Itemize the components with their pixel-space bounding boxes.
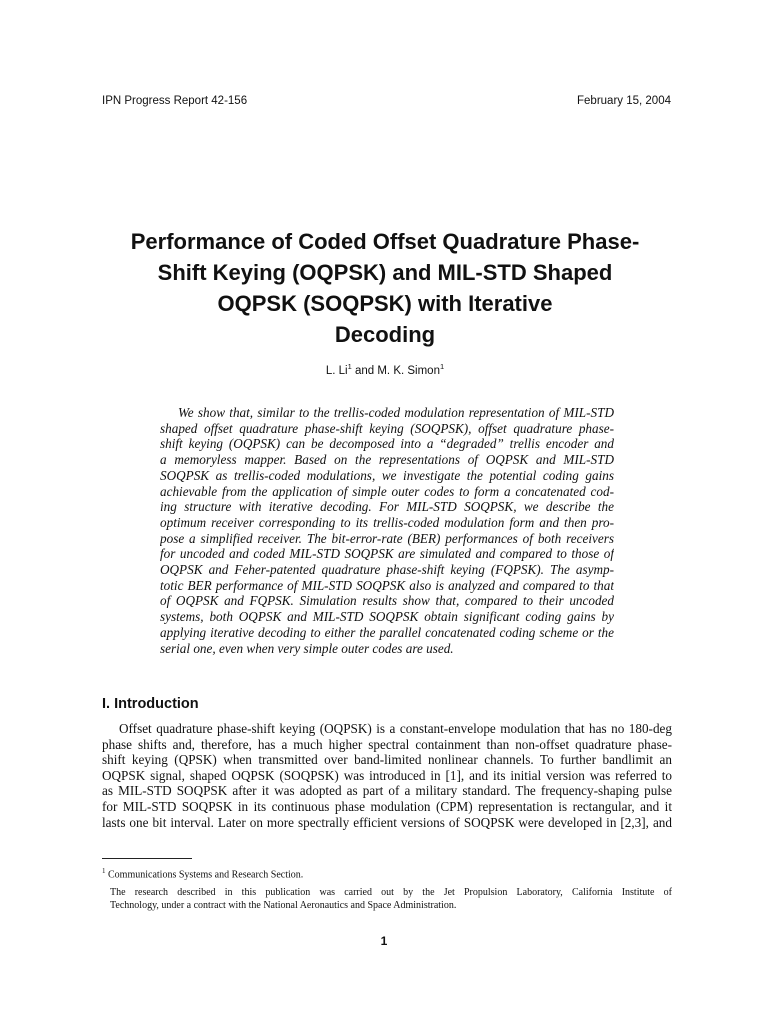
- abstract-line: SOQPSK as trellis-coded modulations, we investigate the potential coding gains: [160, 467, 614, 483]
- paper-title: [100, 226, 670, 350]
- body-line: lasts one bit interval. Later on more spectrally efficient versions of SOQPSK were developed in [2,3], and: [102, 814, 672, 830]
- abstract-line: for uncoded and coded MIL-STD SOQPSK are simulated and compared to those of: [160, 546, 614, 562]
- title-line: Shift Keying (OQPSK) and MIL-STD Shaped: [157, 260, 613, 285]
- footnote-marker: 1: [347, 362, 352, 371]
- abstract-line: shift keying (OQPSK) can be decomposed into a “degraded” trellis encoder and: [160, 436, 614, 452]
- abstract-line: applying iterative decoding to either the parallel concatenated coding scheme or the: [160, 624, 614, 640]
- body-line: Offset quadrature phase-shift keying (OQPSK) is a constant-envelope modulation that has no 180-deg: [119, 721, 672, 736]
- author-name: L. Li: [325, 364, 348, 377]
- body-line: phase shifts and, therefore, has a much higher spectral containment than non-offset quadrature phase-: [102, 736, 672, 752]
- body-line: shift keying (QPSK) when transmitted over band-limited nonlinear channels. To further bandlimit an: [102, 752, 672, 768]
- abstract-line: OQPSK and Feher-patented quadrature phase-shift keying (FQPSK). The asymp-: [160, 562, 614, 578]
- abstract-line: systems, both OQPSK and MIL-STD SOQPSK obtain significant coding gains by: [160, 609, 614, 625]
- footnote-affiliation: [102, 867, 303, 880]
- footnote-line: Technology, under a contract with the National Aeronautics and Space Administration.: [110, 900, 457, 911]
- abstract-line: We show that, similar to the trellis-coded modulation representation of MIL-STD: [178, 405, 614, 420]
- body-line: for MIL-STD SOQPSK in its continuous phase modulation (CPM) representation is rectangular, and it: [102, 798, 672, 814]
- author-conjunction: and: [351, 364, 378, 377]
- abstract-line: serial one, even when very simple outer codes are used.: [160, 640, 454, 656]
- body-paragraph: [102, 721, 672, 830]
- author-name: M. K. Simon: [377, 364, 440, 377]
- author-list: [100, 362, 670, 377]
- body-line: as MIL-STD SOQPSK after it was adopted as part of a military standard. The frequency-shaping pulse: [102, 783, 672, 799]
- footnote-text: Communications Systems and Research Section.: [105, 869, 304, 881]
- footnote-divider: [102, 858, 192, 859]
- title-line: OQPSK (SOQPSK) with Iterative: [217, 291, 553, 316]
- section-heading: I. Introduction: [102, 696, 199, 712]
- abstract-line: of OQPSK and FQPSK. Simulation results show that, compared to their uncoded: [160, 593, 614, 609]
- abstract: [160, 405, 614, 656]
- abstract-line: shaped offset quadrature phase-shift keying (SOQPSK), offset quadrature phase-: [160, 420, 614, 436]
- report-date: February 15, 2004: [577, 95, 671, 107]
- abstract-line: pose a simplified receiver. The bit-error-rate (BER) performances of both receivers: [160, 530, 614, 546]
- report-number: IPN Progress Report 42-156: [102, 95, 248, 107]
- footnote-marker: 1: [102, 867, 106, 875]
- abstract-line: achievable from the application of simple outer codes to form a concatenated cod-: [160, 483, 614, 499]
- footnote-acknowledgement: [110, 886, 672, 912]
- title-line: Decoding: [334, 322, 436, 347]
- abstract-line: a memoryless mapper. Based on the representations of OQPSK and MIL-STD: [160, 452, 614, 468]
- title-line: Performance of Coded Offset Quadrature Phase-: [130, 229, 640, 254]
- abstract-line: totic BER performance of MIL-STD SOQPSK also is analyzed and compared to that: [160, 577, 614, 593]
- body-line: OQPSK signal, shaped OQPSK (SOQPSK) was introduced in [1], and its initial version was referred to: [102, 767, 672, 783]
- footnote-line: The research described in this publication was carried out by the Jet Propulsion Laboratory, California Institute of: [110, 887, 672, 898]
- page-number: 1: [380, 934, 388, 948]
- footnote-marker: 1: [439, 362, 445, 371]
- abstract-line: ing structure with iterative decoding. For MIL-STD SOQPSK, we describe the: [160, 499, 614, 515]
- abstract-line: optimum receiver corresponding to its trellis-coded modulation form and then pro-: [160, 514, 614, 530]
